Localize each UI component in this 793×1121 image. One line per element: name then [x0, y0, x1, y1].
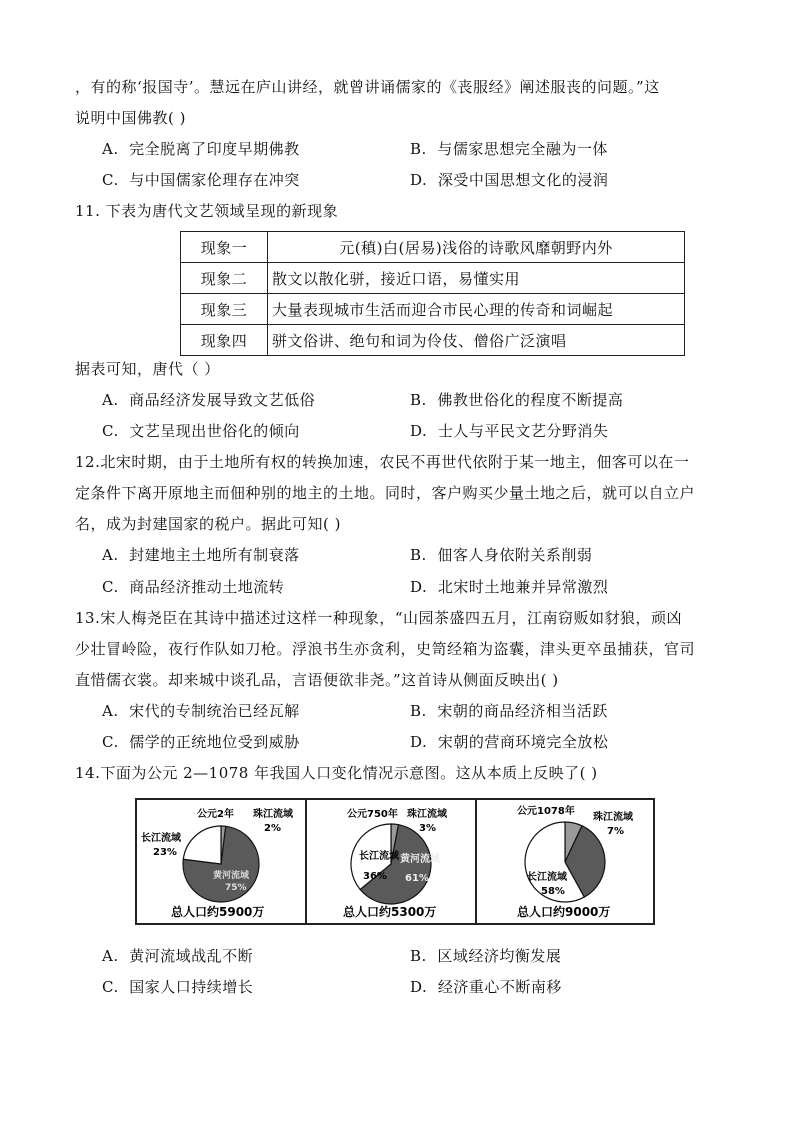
table-cell-content: 元(稹)白(居易)浅俗的诗歌风靡朝野内外 — [268, 232, 685, 263]
q13-stem-line-2: 少壮冒岭险，夜行作队如刀枪。浮浪书生亦贪利，史笥经箱为盗囊，津头更卒虽捕获，官司 — [75, 640, 696, 658]
q14-option-c[interactable]: C. 国家人口持续增长 — [102, 978, 254, 996]
q11-stem: 11. 下表为唐代文艺领域呈现的新现象 — [75, 202, 339, 220]
q11-phenomena-table — [180, 231, 685, 356]
label-huanghe-pct: 75% — [225, 883, 247, 893]
q13-option-d[interactable]: D. 宋朝的营商环境完全放松 — [410, 733, 609, 751]
q12-stem-line-1: 12.北宋时期，由于土地所有权的转换加速，农民不再世代依附于某一地主，佃客可以在一 — [75, 453, 690, 471]
pie-chart-year-750 — [305, 798, 477, 925]
label-zhujiang-pct: 3% — [419, 823, 436, 834]
label-zhujiang: 珠江流域 — [253, 809, 293, 820]
q11-option-a[interactable]: A. 商品经济发展导致文艺低俗 — [102, 391, 316, 409]
label-huanghe: 黄河流域 — [400, 854, 440, 865]
table-row — [181, 232, 685, 263]
label-zhujiang-pct: 7% — [607, 826, 624, 837]
q11-option-c[interactable]: C. 文艺呈现出世俗化的倾向 — [102, 422, 300, 440]
pie-slices — [525, 822, 605, 902]
label-zhujiang-pct: 2% — [264, 823, 281, 834]
label-changjiang-pct: 36% — [363, 871, 387, 882]
table-cell-label: 现象一 — [181, 232, 268, 263]
q14-option-b[interactable]: B. 区域经济均衡发展 — [410, 947, 562, 965]
pie-chart-year-2 — [135, 798, 307, 925]
q13-stem-line-3: 直惜儒衣裳。却来城中谈孔品，言语便欲非尧。”这首诗从侧面反映出( ) — [75, 671, 559, 689]
q13-option-b[interactable]: B. 宋朝的商品经济相当活跃 — [410, 702, 608, 720]
label-zhujiang: 珠江流域 — [593, 812, 633, 823]
label-changjiang: 长江流域 — [141, 833, 181, 844]
q11-ask: 据表可知，唐代（ ） — [75, 360, 220, 378]
table-cell-content: 骈文俗讲、绝句和词为伶伎、僧俗广泛演唱 — [268, 325, 685, 356]
q10-stem-line-2: 说明中国佛教( ) — [75, 109, 186, 127]
table-row — [181, 325, 685, 356]
label-zhujiang: 珠江流域 — [407, 809, 447, 820]
pie-chart-year-1078 — [475, 798, 655, 925]
q10-stem-line-1: ，有的称‘报国寺’。慧远在庐山讲经，就曾讲诵儒家的《丧服经》阐述服丧的问题。”这 — [75, 78, 660, 96]
label-huanghe-pct: 61% — [405, 873, 429, 884]
q14-option-a[interactable]: A. 黄河流域战乱不断 — [102, 947, 254, 965]
q13-stem-line-1: 13.宋人梅尧臣在其诗中描述过这样一种现象，“山园茶盛四五月，江南窃贩如豺狼，顽凶 — [75, 609, 683, 627]
q14-stem: 14.下面为公元 2—1078 年我国人口变化情况示意图。这从本质上反映了( ) — [75, 764, 598, 782]
label-huanghe: 黄河流域 — [213, 871, 250, 881]
label-changjiang: 长江流域 — [527, 872, 567, 883]
q12-option-d[interactable]: D. 北宋时土地兼并异常激烈 — [410, 578, 609, 596]
q10-option-a[interactable]: A. 完全脱离了印度早期佛教 — [102, 140, 300, 158]
pie-year-label: 公元1078年 — [517, 806, 575, 817]
q12-stem-line-3: 名，成为封建国家的税户。据此可知( ) — [75, 515, 341, 533]
table-row — [181, 263, 685, 294]
table-cell-content: 大量表现城市生活而迎合市民心理的传奇和词崛起 — [268, 294, 685, 325]
q13-option-a[interactable]: A. 宋代的专制统治已经瓦解 — [102, 702, 300, 720]
q14-option-d[interactable]: D. 经济重心不断南移 — [410, 978, 562, 996]
pie-total-label: 总人口约9000万 — [517, 905, 611, 919]
label-changjiang: 长江流域 — [359, 851, 399, 862]
q12-option-a[interactable]: A. 封建地主土地所有制衰落 — [102, 546, 300, 564]
pie-total-label: 总人口约5300万 — [343, 905, 437, 919]
pie-total-label: 总人口约5900万 — [171, 905, 265, 919]
label-changjiang-pct: 58% — [541, 886, 565, 897]
pie-year-label: 公元2年 — [197, 809, 234, 820]
q12-stem-line-2: 定条件下离开原地主而佃种别的地主的土地。同时，客户购买少量土地之后，就可以自立户 — [75, 484, 696, 502]
q10-option-d[interactable]: D. 深受中国思想文化的浸润 — [410, 171, 609, 189]
label-changjiang-pct: 23% — [153, 847, 177, 858]
pie-slices — [183, 826, 259, 902]
table-cell-label: 现象三 — [181, 294, 268, 325]
q13-option-c[interactable]: C. 儒学的正统地位受到威胁 — [102, 733, 300, 751]
table-cell-label: 现象四 — [181, 325, 268, 356]
table-cell-label: 现象二 — [181, 263, 268, 294]
q10-option-c[interactable]: C. 与中国儒家伦理存在冲突 — [102, 171, 300, 189]
q12-option-c[interactable]: C. 商品经济推动土地流转 — [102, 578, 285, 596]
pie-slice — [183, 826, 221, 864]
q11-option-b[interactable]: B. 佛教世俗化的程度不断提高 — [410, 391, 624, 409]
q12-option-b[interactable]: B. 佃客人身依附关系削弱 — [410, 546, 593, 564]
table-row — [181, 294, 685, 325]
q10-option-b[interactable]: B. 与儒家思想完全融为一体 — [410, 140, 608, 158]
pie-year-label: 公元750年 — [347, 809, 398, 820]
q11-option-d[interactable]: D. 士人与平民文艺分野消失 — [410, 422, 609, 440]
table-cell-content: 散文以散化骈，接近口语，易懂实用 — [268, 263, 685, 294]
